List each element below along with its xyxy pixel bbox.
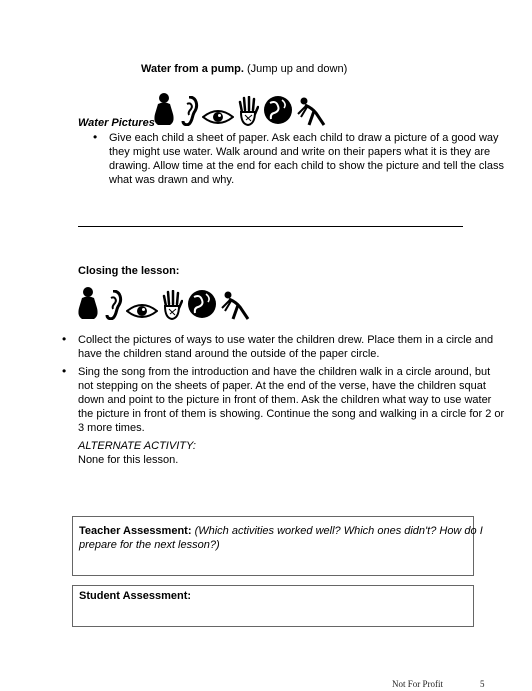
text-line: the picture in front of them is showing. Continue the song and walking in a circle for 2 or [78, 408, 505, 420]
sensory-icons-row [76, 284, 251, 320]
teacher-assessment-box[interactable] [72, 516, 483, 576]
bullet-dot: • [93, 130, 98, 144]
text-line: they might use water. Walk around and write on their papers what it is they are [109, 146, 491, 158]
teacher-assessment-prompt: (Which activities worked well? Which ones didn't? How do I [194, 525, 483, 537]
pump-note: (Jump up and down) [246, 63, 348, 75]
alternate-activity-label: ALTERNATE ACTIVITY: [78, 440, 196, 452]
hand-icon [237, 96, 259, 126]
text-line: Sing the song from the introduction and have the children walk in a circle around, but [78, 366, 491, 378]
pump-line [141, 62, 347, 76]
globe-figure-icon [262, 94, 294, 126]
hand-icon [161, 290, 183, 320]
text-line: have the children stand around the outside of the paper circle. [78, 348, 380, 360]
teacher-assessment-label: Teacher Assessment: [79, 525, 192, 537]
ear-icon [179, 96, 199, 126]
pump-title: Water from a pump. [141, 63, 244, 75]
child-silhouette-icon [152, 92, 176, 126]
closing-bullet-1 [78, 333, 493, 361]
eye-icon [202, 108, 234, 126]
text-line: 3 more times. [78, 422, 145, 434]
page-number: 5 [480, 679, 485, 689]
footer-text: Not For Profit [392, 679, 444, 689]
text-line: what was drawn and why. [109, 174, 235, 186]
closing-heading: Closing the lesson: [78, 265, 180, 277]
water-pictures-heading: Water Pictures [78, 117, 155, 129]
stretching-figure-icon [221, 290, 251, 320]
globe-figure-icon [186, 288, 218, 320]
child-silhouette-icon [76, 286, 100, 320]
student-assessment-label: Student Assessment: [79, 590, 192, 602]
alternate-activity-text: None for this lesson. [78, 454, 179, 466]
text-line: drawing. Allow time at the end for each child to show the picture and tell the class [109, 160, 504, 172]
sensory-icons-row [152, 90, 327, 126]
stretching-figure-icon [297, 96, 327, 126]
student-assessment-box[interactable] [72, 585, 474, 627]
bullet-dot: • [62, 332, 67, 346]
text-line: Give each child a sheet of paper. Ask each child to draw a picture of a good way [109, 132, 499, 144]
text-line: Collect the pictures of ways to use water the children drew. Place them in a circle and [78, 334, 494, 346]
teacher-assessment-prompt-2: prepare for the next lesson?) [79, 539, 220, 551]
water-pictures-text [109, 131, 504, 187]
closing-bullet-2 [78, 365, 504, 435]
teacher-assessment-line-1 [79, 524, 483, 538]
text-line: not stepping on the sheets of paper. At the end of the verse, have the children squat [78, 380, 486, 392]
bullet-dot: • [62, 364, 67, 378]
section-divider [78, 226, 463, 227]
eye-icon [126, 302, 158, 320]
ear-icon [103, 290, 123, 320]
text-line: down and point to the picture in front of them. Ask the children what way to use water [78, 394, 492, 406]
